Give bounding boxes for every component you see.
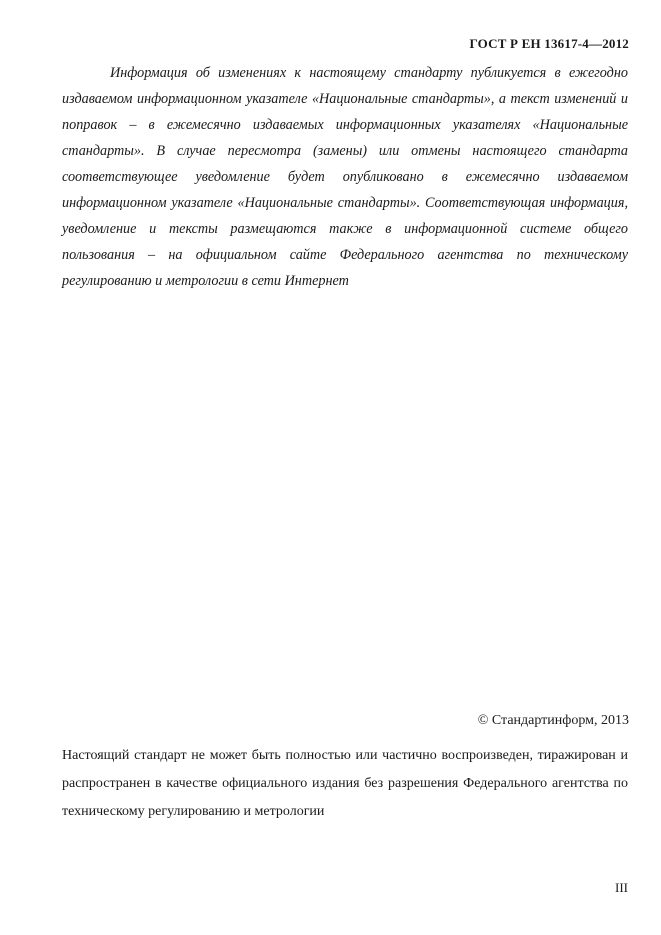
page-number: III	[615, 880, 628, 895]
reproduction-rights-paragraph: Настоящий стандарт не может быть полностью или частично воспроизведен, тиражирован и распространен в качестве официального издания без разрешения Федерального агентства по техническому регулированию и метрологии	[62, 748, 628, 819]
standard-code-header: ГОСТ Р ЕН 13617-4—2012	[469, 36, 629, 51]
amendments-notice-paragraph: Информация об изменениях к настоящему стандарту публикуется в ежегодно издаваемом информационном указателе «Национальные стандарты», а текст изменений и поправок – в ежемесячно издаваемых информационных указателях «Национальные стандарты». В случае пересмотра (замены) или отмены настоящего стандарта соответствующее уведомление будет опубликовано в ежемесячно издаваемом информационном указателе «Национальные стандарты». Соответствующая информация, уведомление и тексты размещаются также в информационной системе общего пользования – на официальном сайте Федерального агентства по техническому регулированию и метрологии в сети Интернет	[62, 65, 628, 289]
copyright-line: © Стандартинформ, 2013	[477, 713, 629, 728]
